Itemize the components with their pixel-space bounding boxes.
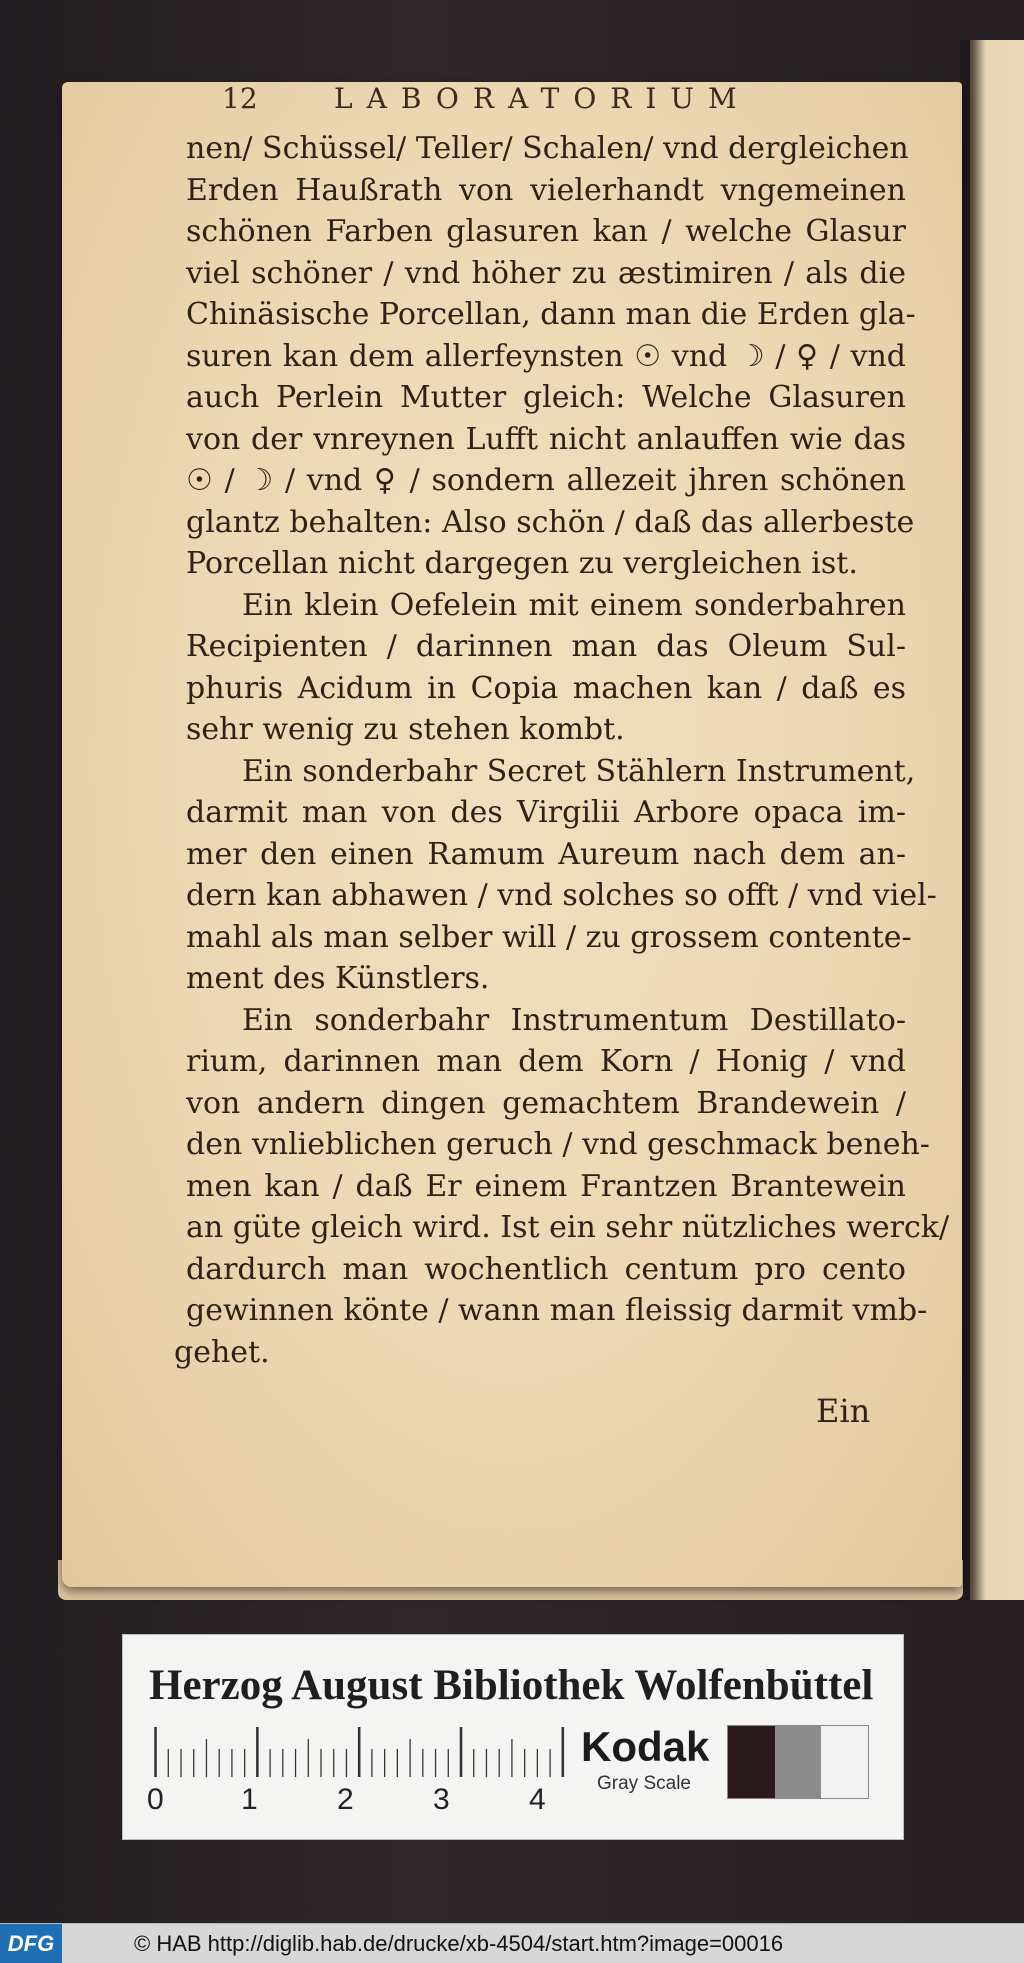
- text-line: dardurch man wochentlich centum pro cento: [186, 1251, 906, 1287]
- footer-bar: [0, 1923, 1024, 1963]
- text-line: mer den einen Ramum Aureum nach dem an-: [186, 836, 906, 872]
- ruler-label: 4: [529, 1783, 546, 1816]
- adjacent-page-edge: [960, 40, 1024, 1600]
- text-line: phuris Acidum in Copia machen kan / daß es: [186, 670, 906, 706]
- text-line: Erden Haußrath von vielerhandt vngemeinen: [186, 172, 906, 208]
- kodak-brand: Kodak: [581, 1723, 710, 1770]
- color-calibration-card: [122, 1634, 904, 1840]
- gray-swatch: [775, 1726, 822, 1798]
- gray-swatch: [728, 1726, 775, 1798]
- text-line: ☉ / ☽ / vnd ♀ / sondern allezeit jhren schönen: [186, 463, 906, 498]
- text-line: nen/ Schüssel/ Teller/ Schalen/ vnd dergleichen: [186, 131, 909, 166]
- text-line: von andern dingen gemachtem Brandewein /: [186, 1085, 906, 1121]
- text-line: an güte gleich wird. Ist ein sehr nützliches werck/: [186, 1210, 950, 1245]
- ruler-ticks: [153, 1725, 573, 1785]
- text-line: den vnlieblichen geruch / vnd geschmack beneh-: [186, 1127, 930, 1162]
- library-name: Herzog August Bibliothek Wolfenbüttel: [149, 1662, 874, 1709]
- text-line: gewinnen könte / wann man fleissig darmit vmb-: [186, 1293, 928, 1328]
- copyright-link[interactable]: © HAB http://diglib.hab.de/drucke/xb-4504/start.htm?image=00016: [134, 1931, 784, 1956]
- text-line: auch Perlein Mutter gleich: Welche Glasuren: [186, 380, 906, 415]
- running-title: LABORATORIUM: [334, 82, 751, 115]
- running-head: [222, 82, 802, 126]
- ruler-label: 3: [433, 1783, 450, 1816]
- text-line: men kan / daß Er einem Frantzen Brantewein: [186, 1168, 906, 1204]
- text-line: gehet.: [174, 1334, 270, 1370]
- kodak-logo: [581, 1723, 721, 1803]
- text-line: schönen Farben glasuren kan / welche Glasur: [186, 214, 906, 249]
- text-line: von der vnreynen Lufft nicht anlauffen wie das: [186, 421, 906, 457]
- body-text: [174, 128, 950, 1373]
- page-number: 12: [222, 82, 258, 115]
- text-line: dern kan abhawen / vnd solches so offt / vnd viel-: [186, 878, 937, 913]
- text-line: Ein sonderbahr Instrumentum Destillato-: [242, 1002, 906, 1038]
- text-line: Porcellan nicht dargegen zu vergleichen ist.: [186, 546, 858, 581]
- gray-swatch: [821, 1726, 868, 1798]
- text-line: Chinäsische Porcellan, dann man die Erden gla-: [186, 297, 916, 332]
- text-line: Ein klein Oefelein mit einem sonderbahren: [242, 587, 906, 623]
- ruler: [147, 1725, 573, 1835]
- text-line: Recipienten / darinnen man das Oleum Sul-: [186, 629, 906, 664]
- text-line: ment des Künstlers.: [186, 961, 490, 996]
- text-line: mahl als man selber will / zu grossem contente-: [186, 919, 912, 955]
- ruler-label: 1: [241, 1783, 258, 1816]
- text-line: darmit man von des Virgilii Arbore opaca im-: [186, 795, 906, 830]
- gray-swatches: [727, 1725, 869, 1799]
- text-line: viel schöner / vnd höher zu æstimiren / als die: [186, 255, 906, 291]
- gray-scale-label: Gray Scale: [597, 1773, 691, 1794]
- text-line: sehr wenig zu stehen kombt.: [186, 712, 625, 747]
- text-line: rium, darinnen man dem Korn / Honig / vnd: [186, 1044, 906, 1079]
- text-line: glantz behalten: Also schön / daß das allerbeste: [186, 504, 915, 540]
- catchword: Ein: [816, 1392, 871, 1430]
- dfg-logo: DFG: [0, 1924, 62, 1963]
- text-line: suren kan dem allerfeynsten ☉ vnd ☽ / ♀ / vnd: [186, 338, 906, 374]
- text-line: Ein sonderbahr Secret Stählern Instrument,: [242, 753, 916, 789]
- ruler-label: 2: [337, 1783, 354, 1816]
- ruler-label: 0: [147, 1783, 164, 1816]
